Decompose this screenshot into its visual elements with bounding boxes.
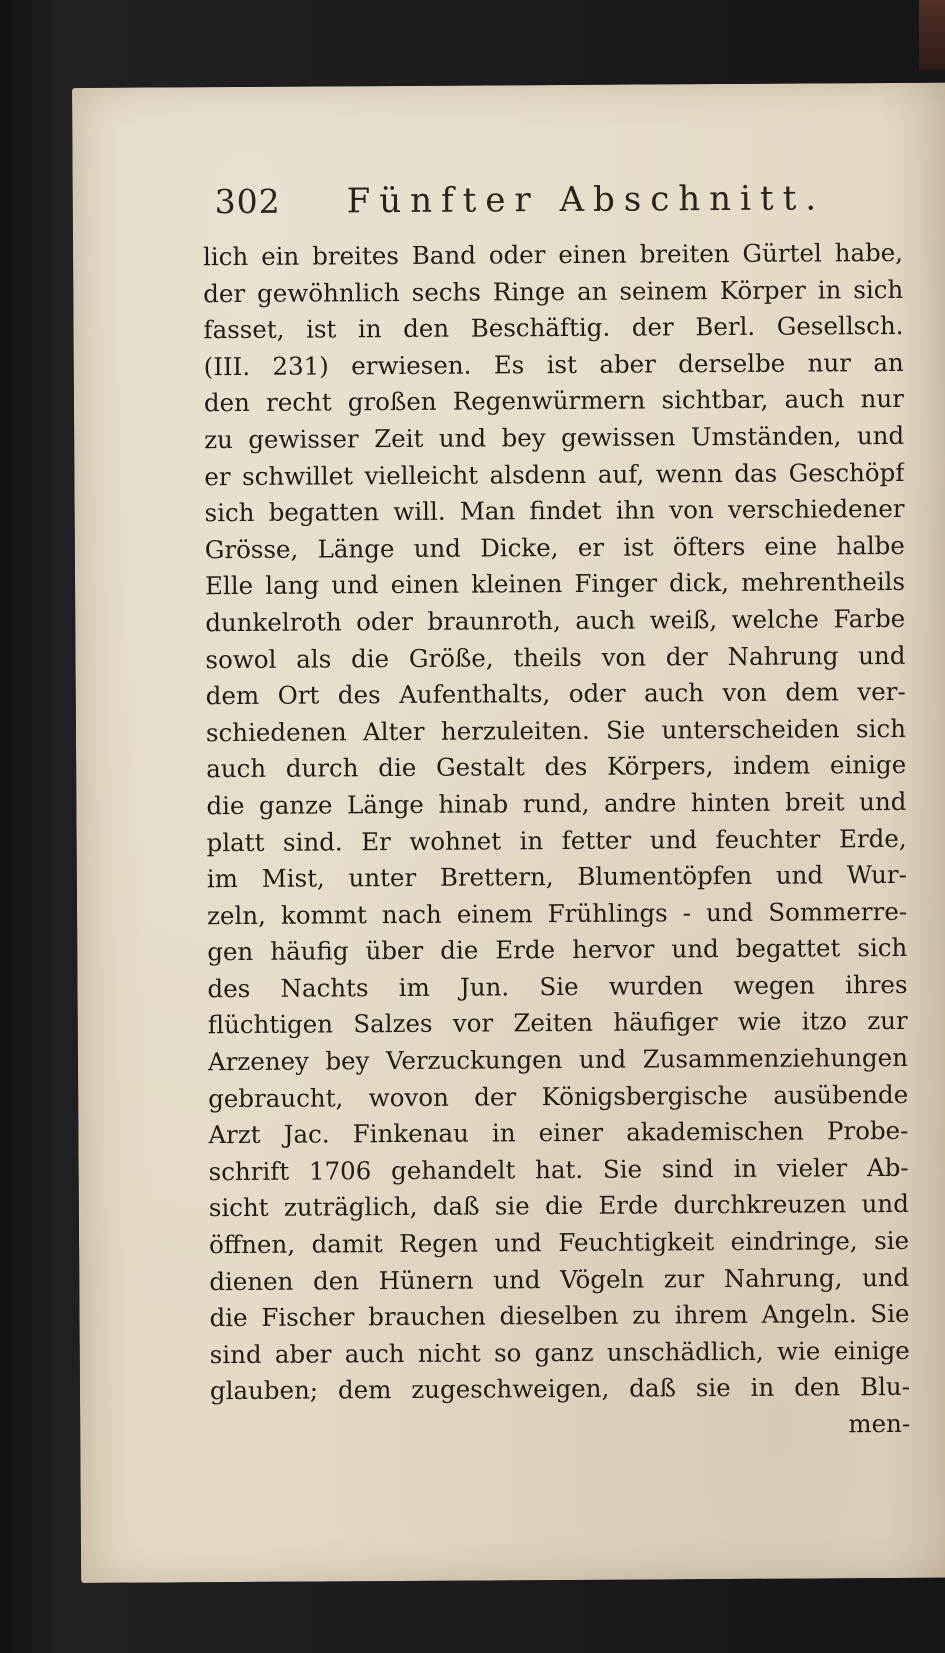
text-line: flüchtigen Salzes vor Zeiten häufiger wie itzo zur	[207, 1006, 908, 1040]
text-line: den recht großen Regenwürmern sichtbar, auch nur	[203, 384, 905, 418]
text-line: des Nachts im Jun. Sie wurden wegen ihres	[207, 969, 908, 1004]
catchword: men-	[848, 1408, 911, 1439]
running-title: Fünfter Abschnitt.	[346, 178, 826, 222]
text-line: glauben; dem zugeschweigen, daß sie in den Blu-	[209, 1372, 911, 1406]
text-line: sicht zuträglich, daß sie die Erde durchkreuzen und	[208, 1189, 909, 1223]
text-line: fasset, ist in den Beschäftig. der Berl. Gesellsch.	[203, 311, 904, 345]
text-line: Arzt Jac. Finkenau in einer akademischen Probe-	[208, 1116, 909, 1150]
text-line: (III. 231) erwiesen. Es ist aber derselbe nur an	[203, 347, 904, 381]
page-number: 302	[214, 181, 281, 222]
text-line: zu gewisser Zeit und bey gewissen Umständen, und	[204, 420, 905, 455]
body-text	[203, 235, 910, 1447]
text-line: dunkelroth oder braunroth, auch weiß, welche Farbe	[205, 603, 906, 638]
book-page	[72, 83, 945, 1583]
text-line: im Mist, unter Brettern, Blumentöpfen und Wur-	[206, 860, 907, 894]
text-line: öffnen, damit Regen und Feuchtigkeit eindringe, sie	[208, 1225, 910, 1260]
text-line: schrift 1706 gehandelt hat. Sie sind in vieler Ab-	[208, 1152, 909, 1187]
text-line: schiedenen Alter herzuleiten. Sie unterscheiden sich	[205, 713, 907, 747]
text-line: gebraucht, wovon der Königsbergische ausübende	[208, 1079, 909, 1113]
text-line: sich begatten will. Man findet ihn von verschiedener	[204, 494, 905, 528]
text-line: die ganze Länge hinab rund, andre hinten breit und	[206, 786, 907, 821]
text-line: platt sind. Er wohnet in fetter und feuchter Erde,	[206, 823, 907, 857]
text-line: dienen den Hünern und Vögeln zur Nahrung, und	[209, 1262, 910, 1296]
text-line: er schwillet vielleicht alsdenn auf, wenn das Geschöpf	[204, 457, 905, 491]
text-line: Grösse, Länge und Dicke, er ist öfters eine halbe	[204, 530, 905, 564]
text-line: auch durch die Gestalt des Körpers, indem einige	[206, 750, 907, 784]
text-line: Arzeney bey Verzuckungen und Zusammenziehungen	[207, 1042, 909, 1077]
text-line: sowol als die Größe, theils von der Nahrung und	[205, 640, 906, 674]
book-spine-edge	[919, 0, 945, 70]
text-line: gen häufig über die Erde hervor und begattet sich	[207, 933, 908, 967]
text-line: zeln, kommt nach einem Frühlings - und Sommerre-	[206, 896, 908, 930]
text-line: lich ein breites Band oder einen breiten Gürtel habe,	[202, 237, 904, 272]
text-line: sind aber auch nicht so ganz unschädlich, wie einige	[209, 1335, 910, 1369]
text-line: die Fischer brauchen dieselben zu ihrem Angeln. Sie	[209, 1299, 910, 1333]
page-header	[215, 178, 855, 232]
text-line: der gewöhnlich sechs Ringe an seinem Körper in sich	[203, 274, 904, 308]
text-line: dem Ort des Aufenthalts, oder auch von dem ver-	[205, 677, 906, 711]
text-line: Elle lang und einen kleinen Finger dick, mehrentheils	[204, 567, 906, 601]
